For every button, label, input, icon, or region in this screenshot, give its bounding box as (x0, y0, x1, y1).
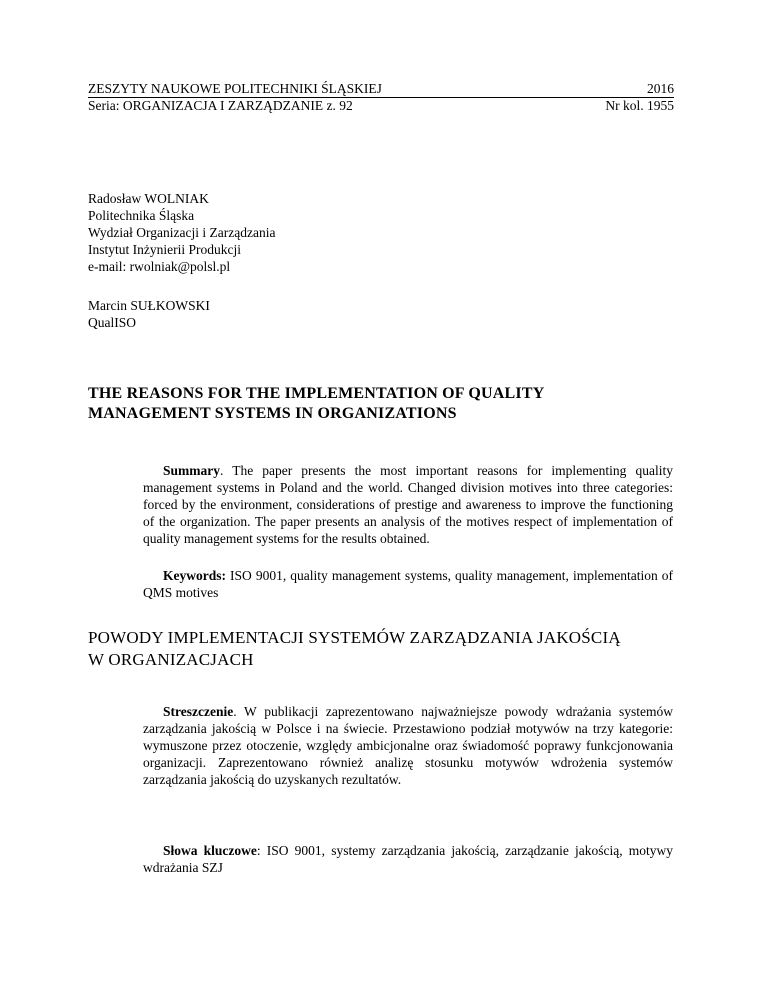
author-1-block (88, 190, 275, 275)
author-2-name: Marcin SUŁKOWSKI (88, 298, 210, 313)
keywords-pl-text: : ISO 9001, systemy zarządzania jakością, zarządzanie jakością, motywy wdrażania SZJ (143, 843, 673, 875)
header-row-1 (88, 80, 674, 97)
keywords-pl (143, 842, 673, 876)
journal-issue: Nr kol. 1955 (605, 98, 674, 113)
author-1-affiliation-line: Instytut Inżynierii Produkcji (88, 242, 241, 257)
header-row-2 (88, 97, 674, 114)
summary-pl-label: Streszczenie (163, 704, 234, 719)
author-2-block (88, 297, 210, 331)
journal-series: Seria: ORGANIZACJA I ZARZĄDZANIE z. 92 (88, 98, 353, 113)
title-pl-line: W ORGANIZACJACH (88, 650, 254, 669)
summary-en (143, 462, 673, 547)
running-header (88, 80, 674, 97)
running-header-2 (88, 97, 674, 114)
keywords-en (143, 567, 673, 601)
keywords-en-text: ISO 9001, quality management systems, quality management, implementation of QMS motives (143, 568, 673, 600)
title-en-line: THE REASONS FOR THE IMPLEMENTATION OF QUALITY (88, 385, 545, 402)
author-2-affiliation-line: QualISO (88, 315, 136, 330)
paper-title-pl (88, 627, 688, 671)
summary-en-label: Summary (163, 463, 220, 478)
summary-pl (143, 703, 673, 788)
author-1-affiliation-line: Politechnika Śląska (88, 208, 195, 223)
author-1-name: Radosław WOLNIAK (88, 191, 209, 206)
paper-title-en (88, 384, 688, 424)
summary-pl-text: . W publikacji zaprezentowano najważniejsze powody wdrażania systemów zarządzania jakością w Polsce i na świecie. Przestawiono podział motywów na trzy kategorie: wymuszone przez otoczenie, względy ambicjonalne oraz świadomość poprawy funkcjonowania organizacji. Zaprezentowano również analizę stosunku motywów wdrożenia systemów zarządzania jakością do uzyskanych rezultatów. (143, 704, 673, 787)
author-1-affiliation-line: Wydział Organizacji i Zarządzania (88, 225, 276, 240)
author-1-email: e-mail: rwolniak@polsl.pl (88, 259, 231, 274)
journal-year: 2016 (647, 81, 674, 96)
keywords-pl-label: Słowa kluczowe (163, 843, 257, 858)
keywords-en-label: Keywords: (163, 568, 226, 583)
title-en-line: MANAGEMENT SYSTEMS IN ORGANIZATIONS (88, 405, 457, 422)
journal-name: ZESZYTY NAUKOWE POLITECHNIKI ŚLĄSKIEJ (88, 81, 382, 96)
summary-en-text: . The paper presents the most important reasons for implementing quality management systems in Poland and the world. Changed division motives into three categories: forced by the environment, considerations of prestige and awareness to improve the functioning of the organization. The paper presents an analysis of the motives respect of implementation of quality management systems for the results obtained. (143, 463, 673, 546)
title-pl-line: POWODY IMPLEMENTACJI SYSTEMÓW ZARZĄDZANIA JAKOŚCIĄ (88, 628, 621, 647)
